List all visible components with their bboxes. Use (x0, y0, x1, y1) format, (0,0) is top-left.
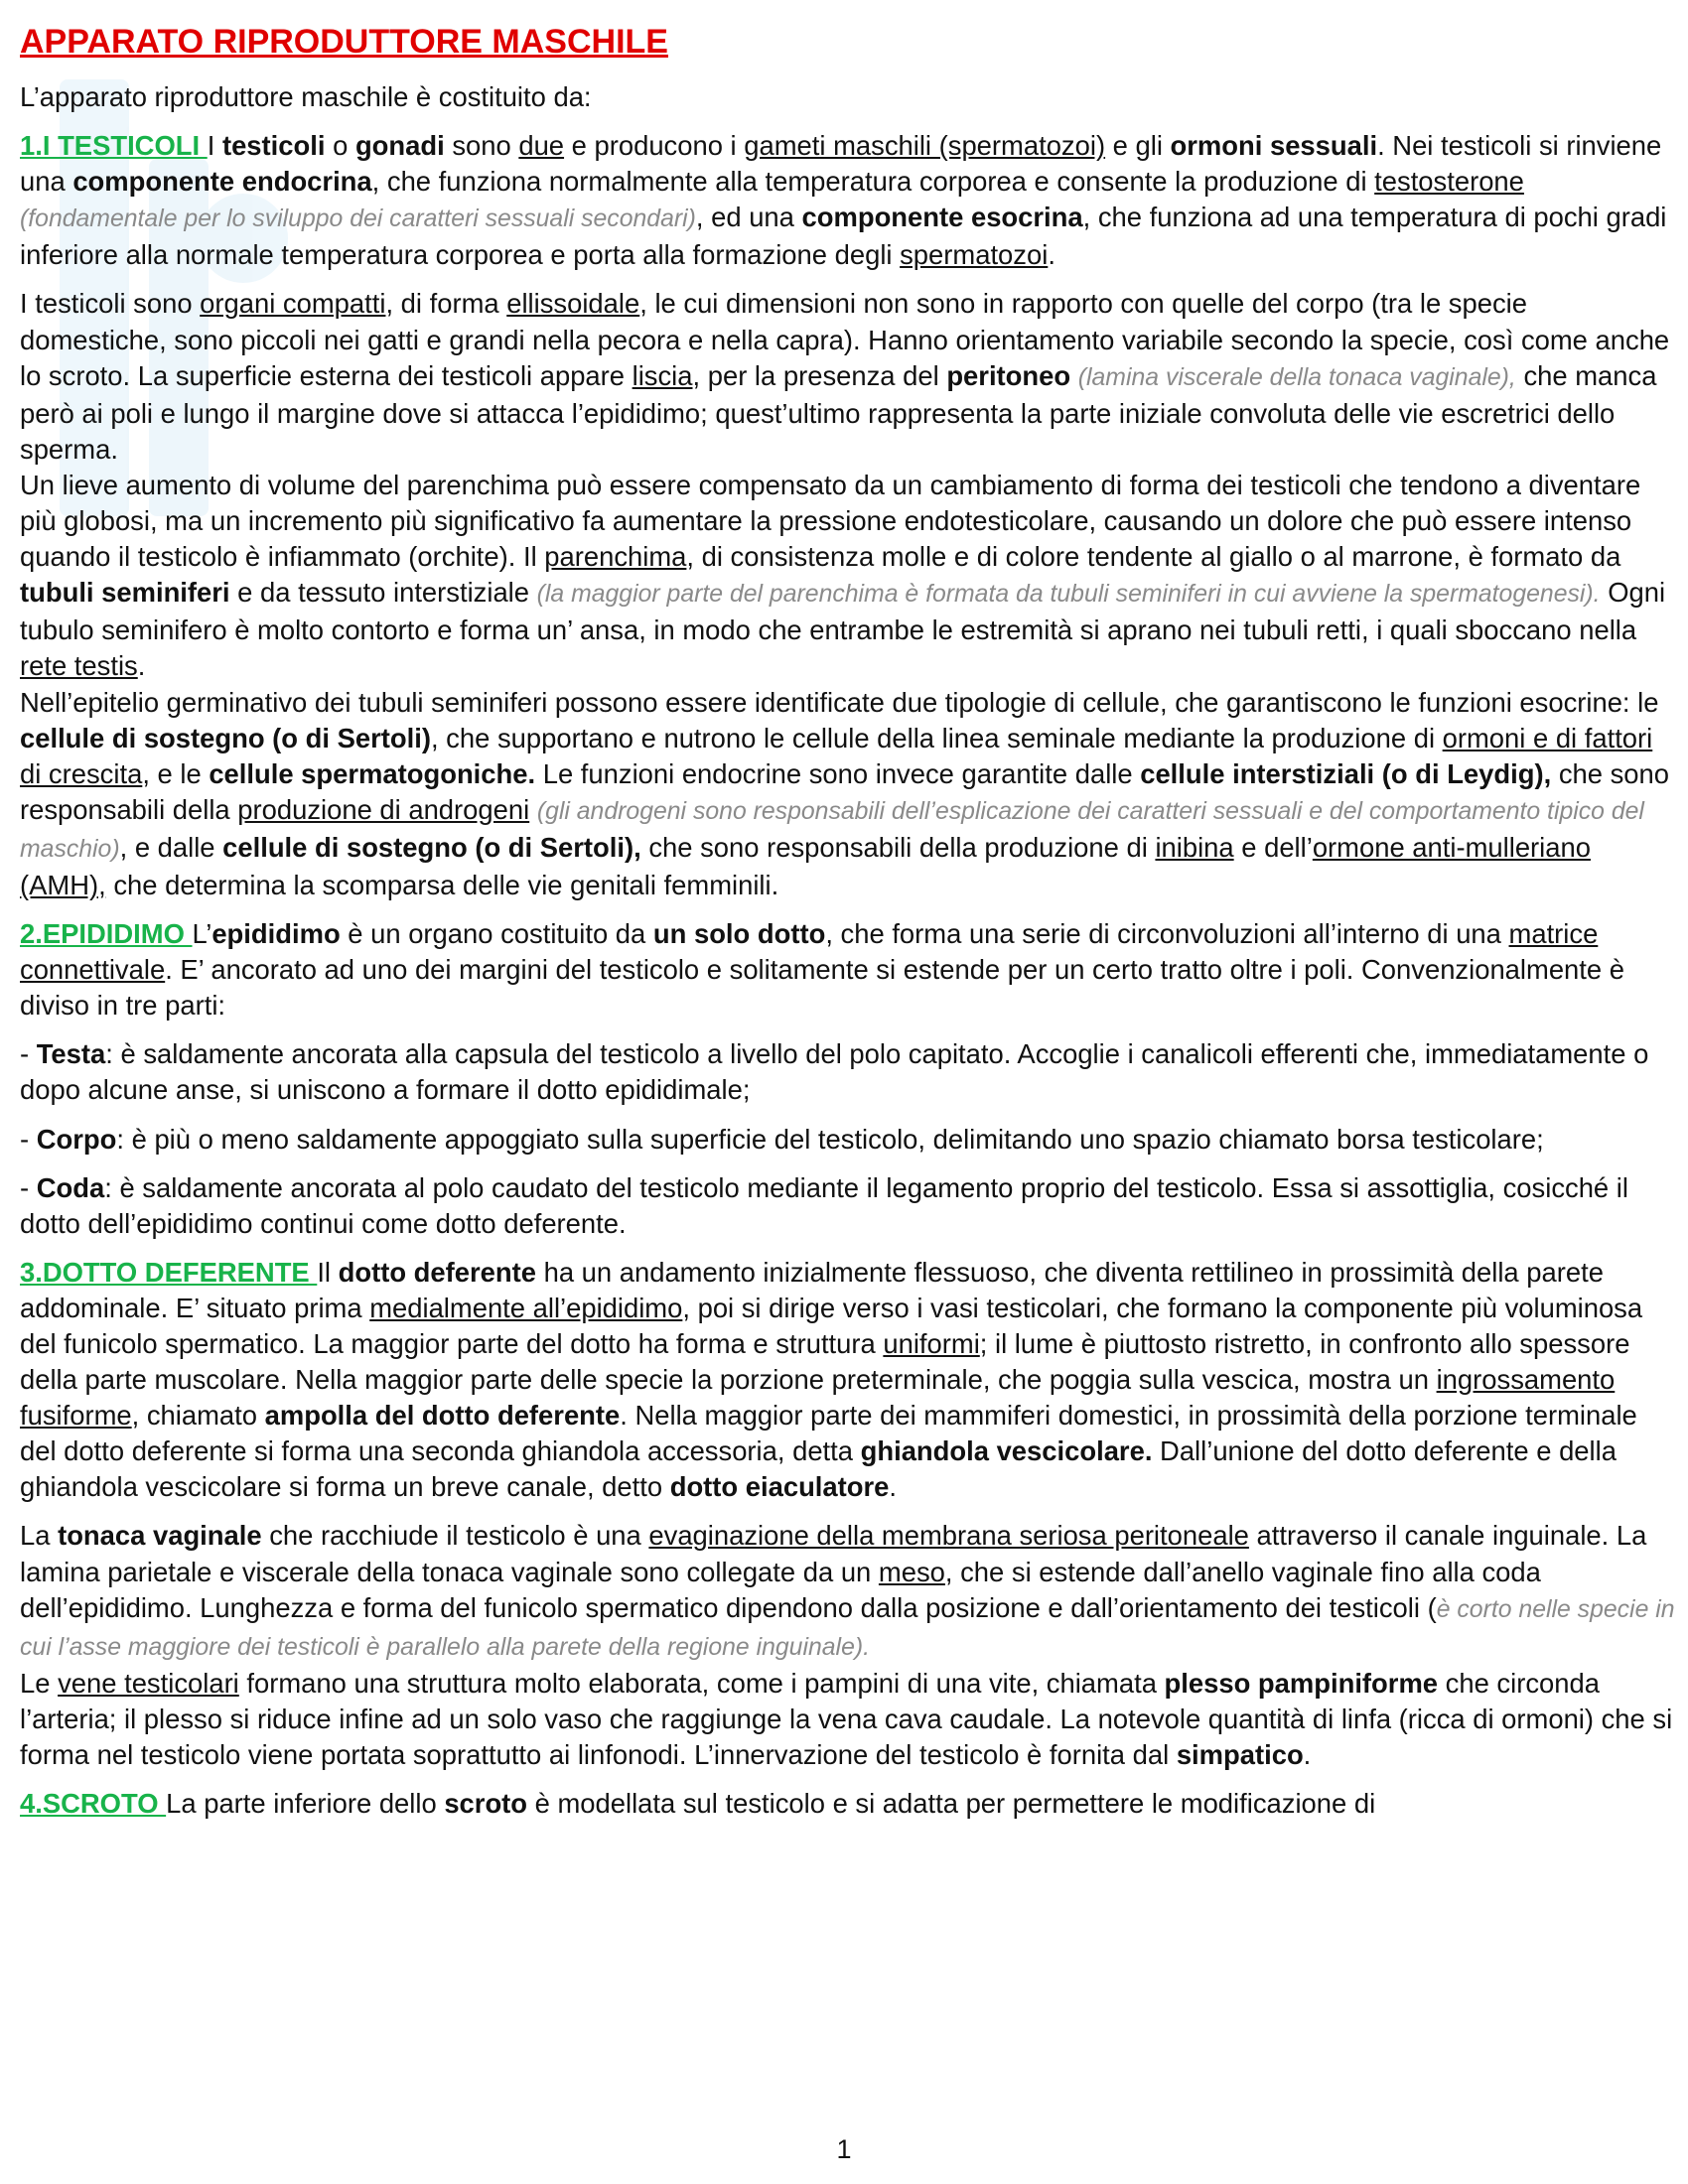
text-run: : è più o meno saldamente appoggiato sulla superficie del testicolo, delimitando uno spazio chiamato borsa testicolare; (116, 1123, 1544, 1155)
text-run: , ed una (695, 202, 802, 233)
text-run (529, 794, 537, 825)
text-run: , di forma (385, 288, 507, 320)
paragraph (20, 1122, 1676, 1158)
bold-term: plesso pampiniforme (1164, 1667, 1439, 1699)
text-run: sono (444, 130, 519, 162)
text-run: è un organo costituito da (340, 918, 653, 950)
text-run: Le funzioni endocrine sono invece garantite dalle (535, 757, 1141, 789)
text-run: , e le (142, 757, 210, 789)
text-run: formano una struttura molto elaborata, come i pampini di una vite, chiamata (238, 1667, 1165, 1699)
document-title: APPARATO RIPRODUTTORE MASCHILE (20, 23, 668, 61)
underlined-term: ingrossamento fusiforme (20, 1364, 1616, 1432)
text-run: o (325, 130, 355, 162)
section-heading: 2.EPIDIDIMO (20, 918, 193, 950)
page-number: 1 (836, 2134, 852, 2164)
paragraph (20, 468, 1676, 685)
text-run: - (20, 1171, 37, 1203)
text-run: e gli (1105, 130, 1171, 162)
underlined-term: liscia (632, 359, 693, 391)
italic-note: (lamina viscerale della tonaca vaginale), (1077, 363, 1516, 391)
text-run: e da tessuto interstiziale (229, 577, 537, 609)
text-run: Le (20, 1667, 59, 1699)
intro-paragraph: L’apparato riproduttore maschile è costituito da: (20, 81, 592, 112)
text-run: . (137, 650, 146, 682)
underlined-term: uniformi (883, 1328, 980, 1359)
text-run: La parte inferiore dello (166, 1788, 445, 1820)
section-heading: 3.DOTTO DEFERENTE (20, 1256, 318, 1288)
paragraph (20, 1170, 1676, 1242)
paragraph (20, 286, 1676, 467)
text-run: , le cui dimensioni non sono in rapporto con quelle del corpo (tra le specie domestiche, sono piccoli nei gatti e grandi nella pecora e nella capra). Hanno orientamento variabile secondo la specie, così come anche lo scroto. La superficie esterna dei testicoli appare (20, 288, 1670, 391)
document-body (20, 128, 1676, 1822)
text-run: Il (317, 1256, 339, 1288)
italic-note: (la maggior parte del parenchima è formata da tubuli seminiferi in cui avviene la spermatogenesi). (536, 581, 1601, 609)
text-run: e dell’ (1233, 831, 1313, 863)
text-run: , che funziona normalmente alla temperatura corporea e consente la produzione di (371, 166, 1375, 198)
underlined-term: matrice connettivale (20, 918, 1599, 986)
italic-note: è corto nelle specie in cui l’asse maggiore dei testicoli è parallelo alla parete della regione inguinale). (20, 1595, 1675, 1661)
bold-term: peritoneo (946, 359, 1071, 391)
paragraph (20, 916, 1676, 1024)
underlined-term: gameti maschili (spermatozoi) (744, 130, 1106, 162)
underlined-term: vene testicolari (58, 1667, 239, 1699)
text-run: è modellata sul testicolo e si adatta per permettere le modificazione di (527, 1788, 1376, 1820)
underlined-term: produzione di androgeni (237, 793, 530, 825)
text-run: : è saldamente ancorata al polo caudato del testicolo mediante il legamento proprio del testicolo. Essa si assottiglia, cosicché il dotto dell’epididimo continui come dotto deferente. (20, 1171, 1628, 1239)
bold-term: dotto deferente (338, 1256, 536, 1288)
bold-term: cellule di sostegno (o di Sertoli) (20, 722, 431, 753)
italic-note: (gli androgeni sono responsabili dell’esplicazione dei caratteri sessuali e del comportamento tipico del maschio) (20, 797, 1644, 863)
bold-term: testicoli (221, 130, 326, 162)
paragraph (20, 1786, 1676, 1822)
text-run: Un lieve aumento di volume del parenchima può essere compensato da un cambiamento di forma dei testicoli che tendono a diventare più globosi, ma un incremento più significativo fa aumentare la pressione endotesticolare, causando un dolore che può essere intenso quando il testicolo è infiammato (orchite). Il (20, 469, 1641, 573)
text-run: che sono responsabili della produzione di (640, 831, 1156, 863)
bold-term: cellule spermatogoniche. (209, 757, 536, 789)
section-heading: 4.SCROTO (20, 1788, 167, 1820)
underlined-term: parenchima (544, 541, 687, 573)
bold-term: gonadi (354, 130, 445, 162)
text-run: I (207, 130, 222, 162)
text-run: ha un andamento inizialmente flessuoso, che diventa rettilineo in prossimità della parete addominale. E’ situato prima (20, 1256, 1604, 1323)
text-run: , che si estende dall’anello vaginale fino alla coda dell’epididimo. Lunghezza e forma del funicolo spermatico dipendono dalla posizione e dall’orientamento dei testicoli ( (20, 1556, 1541, 1623)
bold-term: un solo dotto (652, 918, 826, 950)
text-run: . Nella maggior parte dei mammiferi domestici, in prossimità della porzione terminale del dotto deferente si forma una seconda ghiandola accessoria, detta (20, 1400, 1637, 1467)
bold-term: ampolla del dotto deferente (264, 1400, 621, 1432)
text-run: , che forma una serie di circonvoluzioni all’interno di una (825, 918, 1509, 950)
text-run: ; il lume è piuttosto ristretto, in confronto allo spessore della parte muscolare. Nella maggior parte delle specie la porzione preterminale, che poggia sulla vescica, mostra un (20, 1328, 1630, 1396)
underlined-term: testosterone (1374, 166, 1524, 198)
text-run: - (20, 1123, 37, 1155)
bold-term: Coda (36, 1171, 105, 1203)
text-run: . (1303, 1739, 1312, 1771)
text-run: . E’ ancorato ad uno dei margini del testicolo e solitamente si estende per un certo tratto oltre i poli. Convenzionalmente è diviso in tre parti: (20, 954, 1624, 1022)
text-run: , di consistenza molle e di colore tendente al giallo o al marrone, è formato da (686, 541, 1621, 573)
italic-note: (fondamentale per lo sviluppo dei caratteri sessuali secondari) (20, 205, 696, 233)
text-run: che circonda l’arteria; il plesso si riduce infine ad un solo vaso che raggiunge la vena cava caudale. La notevole quantità di linfa (ricca di ormoni) che si forma nel testicolo viene portata soprattutto ai linfonodi. L’innervazione del testicolo è fornita dal (20, 1667, 1673, 1771)
underlined-term: ellissoidale (506, 288, 640, 320)
text-run: che racchiude il testicolo è una (261, 1520, 649, 1552)
text-run: . Nei testicoli si rinviene una (20, 130, 1662, 198)
bold-term: dotto eiaculatore (669, 1471, 890, 1503)
bold-term: componente esocrina (801, 202, 1083, 233)
text-run: e producono i (564, 130, 745, 162)
bold-term: ghiandola vescicolare. (860, 1435, 1153, 1467)
text-run: . (889, 1471, 898, 1503)
underlined-term: ormone anti-mulleriano (AMH), (20, 831, 1591, 900)
text-run (1070, 360, 1078, 391)
bold-term: ormoni sessuali (1170, 130, 1378, 162)
text-run: - (20, 1038, 37, 1070)
text-run: , che funziona ad una temperatura di pochi gradi inferiore alla normale temperatura corporea e porta alla formazione degli (20, 202, 1667, 271)
text-run: , chiamato (131, 1400, 265, 1432)
text-run: che manca però ai poli e lungo il margine dove si attacca l’epididimo; quest’ultimo rappresenta la parte iniziale convoluta delle vie escretrici dello sperma. (20, 359, 1657, 465)
bold-term: epididimo (211, 918, 341, 950)
paragraph (20, 1518, 1676, 1665)
text-run: attraverso il canale inguinale. La lamina parietale e viscerale della tonaca vaginale sono collegate da un (20, 1520, 1647, 1587)
text-run: Dall’unione del dotto deferente e della ghiandola vescicolare si forma un breve canale, detto (20, 1435, 1617, 1503)
bold-term: simpatico (1176, 1739, 1304, 1771)
paragraph (20, 685, 1676, 904)
underlined-term: due (518, 130, 565, 162)
bold-term: Testa (36, 1038, 106, 1070)
text-run: che sono responsabili della (20, 757, 1669, 825)
paragraph (20, 128, 1676, 273)
underlined-term: medialmente all’epididimo (369, 1292, 683, 1323)
text-run: La (20, 1520, 59, 1552)
underlined-term: rete testis (20, 650, 138, 682)
bold-term: tonaca vaginale (58, 1520, 262, 1552)
text-run: . (1048, 239, 1055, 271)
paragraph (20, 1255, 1676, 1506)
underlined-term: ormoni e di fattori di crescita (20, 722, 1653, 789)
text-run: I testicoli sono (20, 288, 201, 320)
paragraph (20, 1666, 1676, 1773)
text-run: : è saldamente ancorata alla capsula del testicolo a livello del polo capitato. Accoglie i canalicoli efferenti che, immediatamente o dopo alcune anse, si uniscono a formare il dotto epididimale; (20, 1038, 1649, 1106)
underlined-term: organi compatti (200, 288, 386, 320)
bold-term: tubuli seminiferi (20, 577, 230, 609)
text-run: L’ (192, 918, 212, 950)
text-run: Ogni tubulo seminifero è molto contorto e forma un’ ansa, in modo che entrambe le estremità si aprano nei tubuli retti, i quali sboccano nella (20, 577, 1666, 646)
paragraph (20, 1036, 1676, 1108)
underlined-term: spermatozoi (900, 239, 1049, 271)
text-run: , e dalle (119, 831, 223, 863)
text-run: , poi si dirige verso i vasi testicolari, che formano la componente più voluminosa del funicolo spermatico. La maggior parte del dotto ha forma e struttura (20, 1292, 1643, 1359)
document-page (20, 22, 1676, 1822)
bold-term: cellule interstiziali (o di Leydig), (1140, 757, 1552, 789)
underlined-term: evaginazione della membrana seriosa peritoneale (648, 1520, 1249, 1552)
underlined-term: inibina (1155, 831, 1234, 863)
bold-term: cellule di sostegno (o di Sertoli), (222, 831, 641, 863)
text-run: Nell’epitelio germinativo dei tubuli seminiferi possono essere identificate due tipologie di cellule, che garantiscono le funzioni esocrine: le (20, 686, 1659, 718)
text-run: , per la presenza del (692, 359, 947, 391)
bold-term: Corpo (36, 1123, 117, 1155)
text-run: , che supportano e nutrono le cellule della linea seminale mediante la produzione di (430, 722, 1443, 753)
bold-term: scroto (444, 1788, 528, 1820)
text-run: che determina la scomparsa delle vie genitali femminili. (105, 869, 779, 900)
section-heading: 1.I TESTICOLI (20, 130, 208, 162)
bold-term: componente endocrina (72, 166, 372, 198)
underlined-term: meso (878, 1556, 945, 1587)
